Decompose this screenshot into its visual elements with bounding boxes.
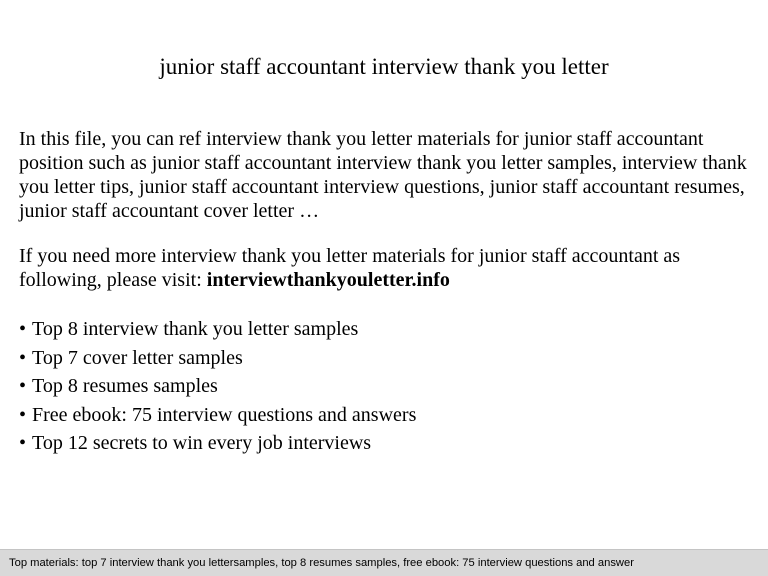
page-title: junior staff accountant interview thank you letter	[159, 54, 609, 79]
bullet-icon: •	[19, 375, 27, 397]
bullet-icon: •	[19, 432, 27, 454]
list-item-text: Top 7 cover letter samples	[32, 346, 243, 369]
list-item	[19, 344, 749, 373]
footer-bar	[0, 549, 768, 576]
intro-paragraph: In this file, you can ref interview thank you letter materials for junior staff accountant position such as junior staff accountant interview thank you letter samples, interview thank you letter tips, junior staff accountant interview questions, junior staff accountant resumes, junior staff accountant cover letter …	[19, 128, 747, 222]
list-item	[19, 401, 749, 430]
list-item	[19, 429, 749, 458]
list-item	[19, 372, 749, 401]
list-item-text: Top 8 resumes samples	[32, 375, 218, 397]
visit-text: If you need more interview thank you letter materials for junior staff accountant as following, please visit:	[19, 245, 681, 291]
bullet-icon: •	[19, 346, 27, 369]
list-item-text: Top 8 interview thank you letter samples	[32, 318, 359, 340]
list-item	[19, 315, 749, 344]
bullet-icon: •	[19, 318, 27, 340]
footer-text: Top materials: top 7 interview thank you lettersamples, top 8 resumes samples, free ebook: 75 interview questions and answer	[9, 557, 634, 569]
materials-list	[19, 315, 749, 458]
website-link[interactable]: interviewthankyouletter.info	[206, 269, 450, 291]
bullet-icon: •	[19, 403, 27, 426]
list-item-text: Free ebook: 75 interview questions and answers	[32, 403, 417, 426]
list-item-text: Top 12 secrets to win every job interviews	[32, 432, 372, 454]
visit-paragraph	[19, 244, 749, 292]
